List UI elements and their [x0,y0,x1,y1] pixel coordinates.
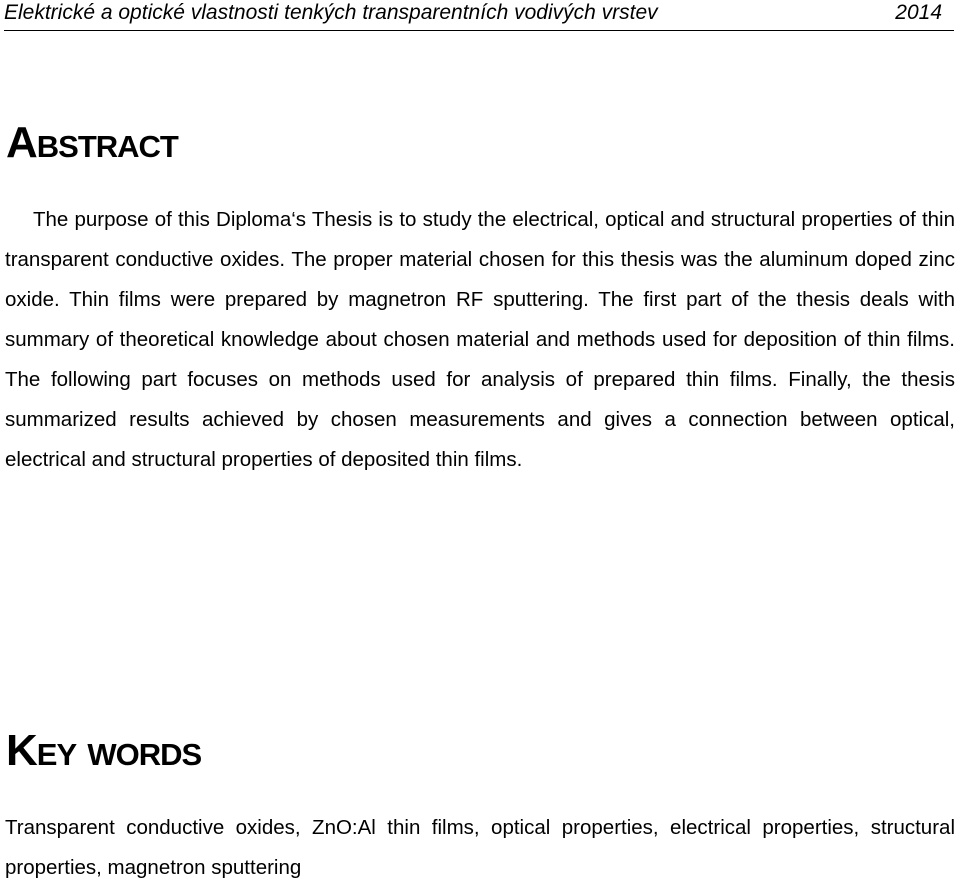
abstract-paragraph: The purpose of this Diploma‘s Thesis is to study the electrical, optical and structural properties of thin transparent conductive oxides. The proper material chosen for this thesis was the aluminum doped zinc oxide. Thin films were prepared by magnetron RF sputtering. The first part of the thesis deals with summary of theoretical knowledge about chosen material and methods used for deposition of thin films. The following part focuses on methods used for analysis of prepared thin films. Finally, the thesis summarized results achieved by chosen measurements and gives a connection between optical, electrical and structural properties of deposited thin films. [5,208,955,471]
keywords-heading: Key words [6,726,202,775]
running-header [4,0,954,31]
running-header-title: Elektrické a optické vlastnosti tenkých transparentních vodivých vrstev [4,1,658,24]
abstract-heading: Abstract [6,118,178,167]
keywords-paragraph: Transparent conductive oxides, ZnO:Al thin films, optical properties, electrical properties, structural properties, magnetron sputtering [5,816,955,879]
running-header-year: 2014 [895,1,942,24]
